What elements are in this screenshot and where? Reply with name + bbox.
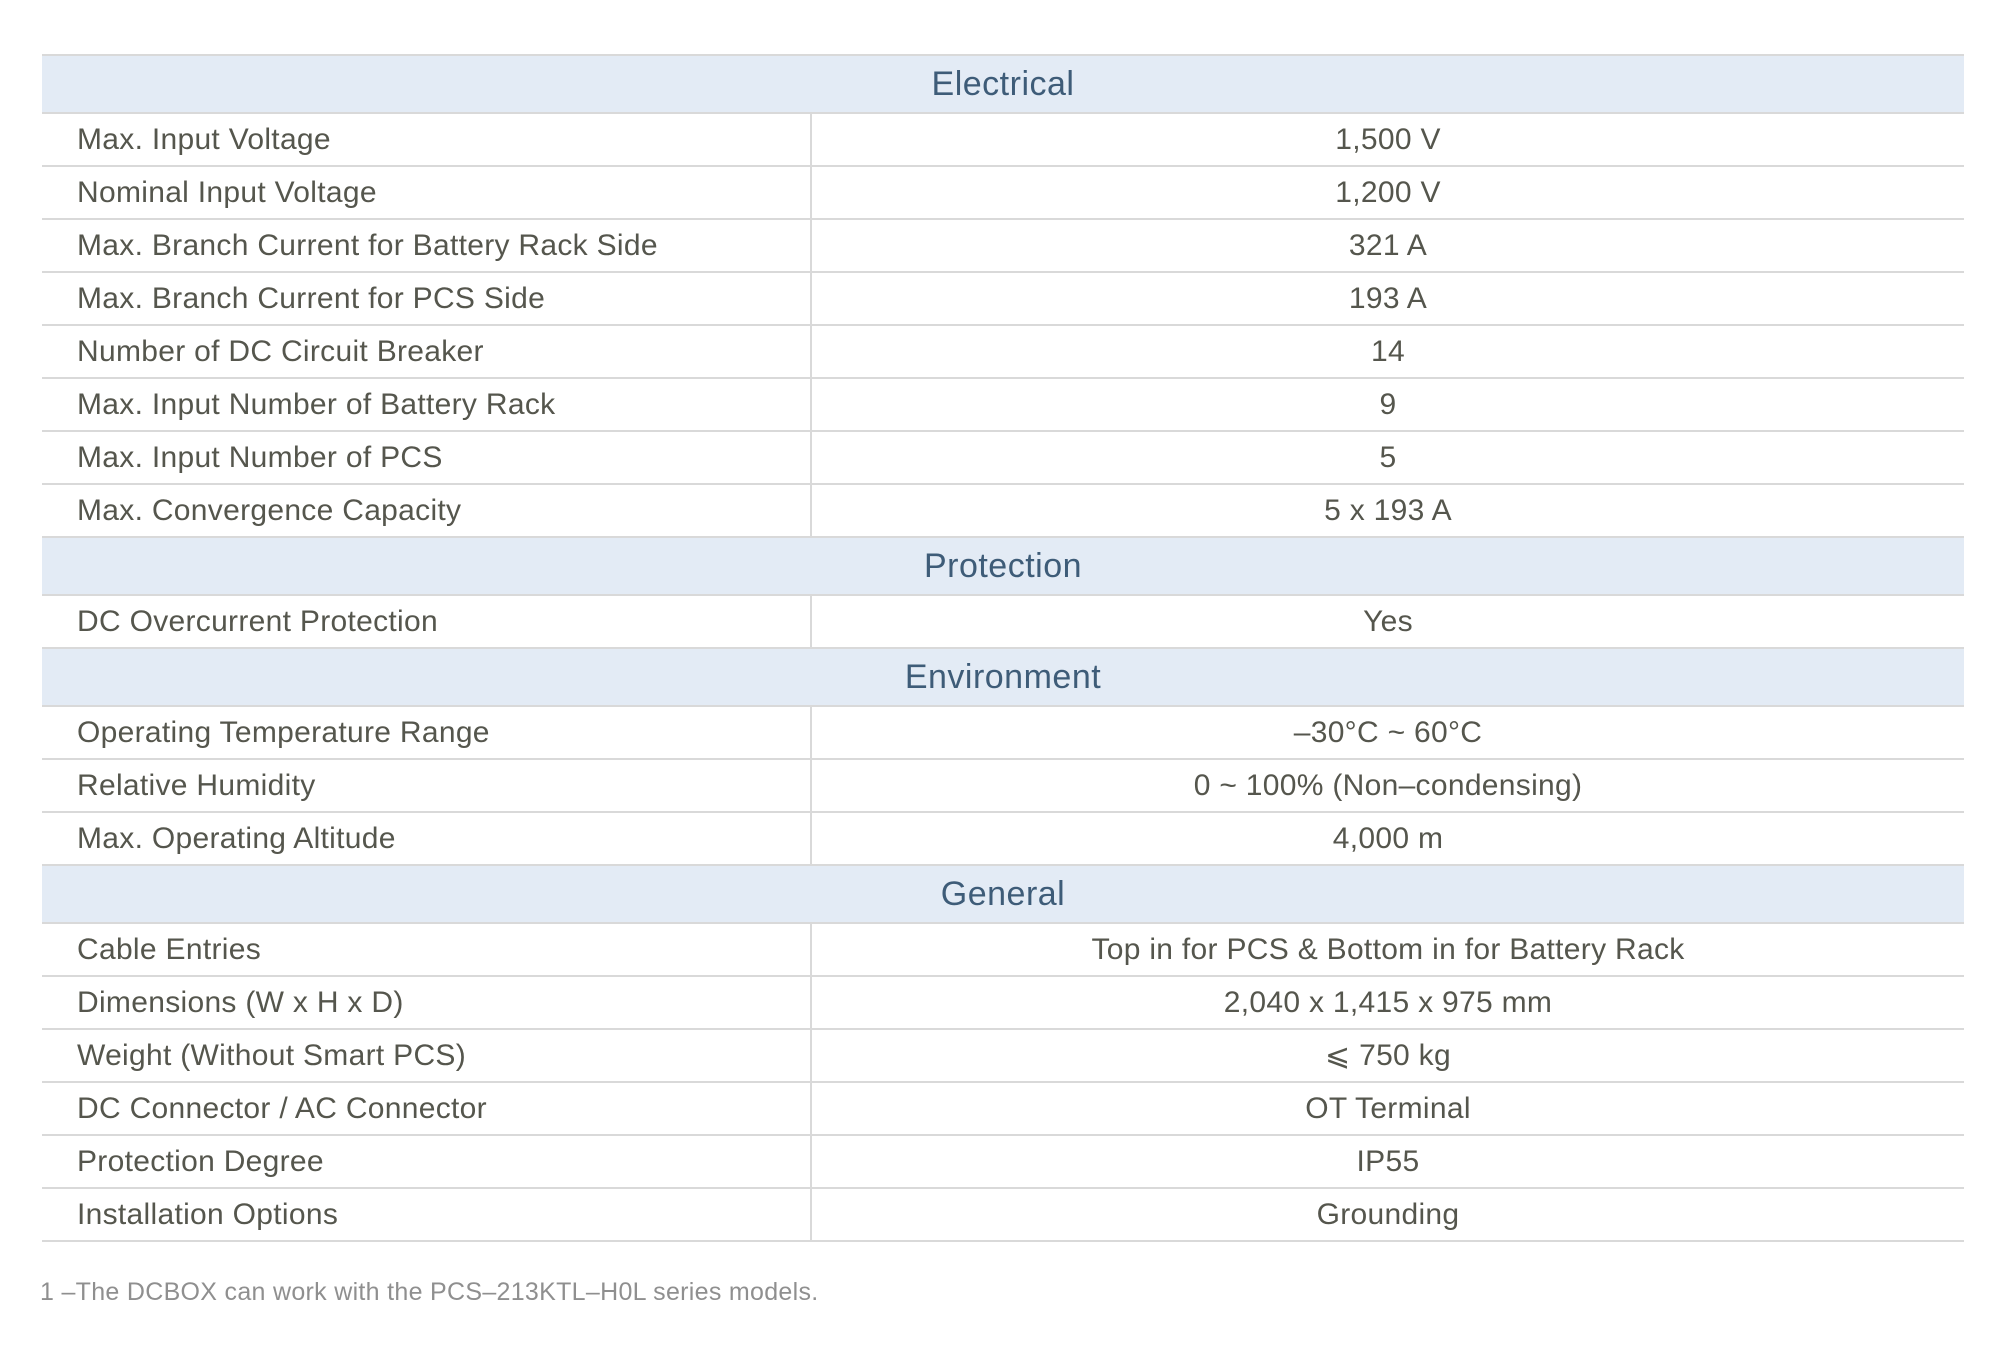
spec-label: Operating Temperature Range bbox=[42, 707, 812, 758]
table-row bbox=[42, 114, 1964, 167]
spec-label: Relative Humidity bbox=[42, 760, 812, 811]
table-row bbox=[42, 813, 1964, 866]
spec-value: OT Terminal bbox=[1305, 1091, 1471, 1125]
spec-label: Max. Input Voltage bbox=[42, 114, 812, 165]
spec-value: 4,000 m bbox=[1332, 821, 1444, 855]
spec-table bbox=[42, 54, 1964, 1242]
spec-value: 193 A bbox=[1348, 281, 1428, 315]
section-header-environment bbox=[42, 649, 1964, 707]
spec-value: 2,040 x 1,415 x 975 mm bbox=[1223, 985, 1553, 1019]
table-row bbox=[42, 1083, 1964, 1136]
section-title: General bbox=[940, 874, 1066, 913]
spec-value: –30°C ~ 60°C bbox=[1293, 715, 1483, 749]
spec-value: Top in for PCS & Bottom in for Battery Rack bbox=[1091, 932, 1685, 966]
table-row bbox=[42, 167, 1964, 220]
spec-value: 1,500 V bbox=[1335, 122, 1441, 156]
section-title: Environment bbox=[904, 657, 1102, 696]
section-header-electrical bbox=[42, 56, 1964, 114]
spec-value: 9 bbox=[1379, 387, 1397, 421]
table-row bbox=[42, 1189, 1964, 1242]
table-row bbox=[42, 760, 1964, 813]
table-row bbox=[42, 1136, 1964, 1189]
spec-value: 321 A bbox=[1348, 228, 1428, 262]
spec-label: Max. Input Number of PCS bbox=[42, 432, 812, 483]
section-title: Electrical bbox=[931, 64, 1075, 103]
section-title: Protection bbox=[923, 546, 1083, 585]
spec-value: Yes bbox=[1363, 604, 1413, 638]
spec-label: Max. Operating Altitude bbox=[42, 813, 812, 864]
spec-value: 5 x 193 A bbox=[1324, 493, 1452, 527]
table-row bbox=[42, 379, 1964, 432]
footnote: 1 –The DCBOX can work with the PCS–213KTL–H0L series models. bbox=[40, 1278, 819, 1306]
table-row bbox=[42, 273, 1964, 326]
spec-label: Max. Input Number of Battery Rack bbox=[42, 379, 812, 430]
table-row bbox=[42, 432, 1964, 485]
spec-label: Installation Options bbox=[42, 1189, 812, 1240]
spec-label: DC Overcurrent Protection bbox=[42, 596, 812, 647]
table-row bbox=[42, 326, 1964, 379]
table-row bbox=[42, 596, 1964, 649]
spec-value: 5 bbox=[1379, 440, 1397, 474]
spec-label: Number of DC Circuit Breaker bbox=[42, 326, 812, 377]
spec-value: 0 ~ 100% (Non–condensing) bbox=[1193, 768, 1583, 802]
section-header-general bbox=[42, 866, 1964, 924]
spec-label: Dimensions (W x H x D) bbox=[42, 977, 812, 1028]
table-row bbox=[42, 1030, 1964, 1083]
spec-label: Max. Branch Current for Battery Rack Side bbox=[42, 220, 812, 271]
spec-value: 1,200 V bbox=[1335, 175, 1441, 209]
spec-value: Grounding bbox=[1316, 1197, 1460, 1231]
section-header-protection bbox=[42, 538, 1964, 596]
spec-label: Cable Entries bbox=[42, 924, 812, 975]
table-row bbox=[42, 977, 1964, 1030]
spec-value: 14 bbox=[1371, 334, 1405, 368]
spec-label: Max. Convergence Capacity bbox=[42, 485, 812, 536]
spec-label: Protection Degree bbox=[42, 1136, 812, 1187]
spec-label: Nominal Input Voltage bbox=[42, 167, 812, 218]
spec-label: Max. Branch Current for PCS Side bbox=[42, 273, 812, 324]
spec-label: DC Connector / AC Connector bbox=[42, 1083, 812, 1134]
table-row bbox=[42, 220, 1964, 273]
table-row bbox=[42, 924, 1964, 977]
table-row bbox=[42, 707, 1964, 760]
spec-value: ⩽ 750 kg bbox=[1325, 1039, 1451, 1072]
spec-label: Weight (Without Smart PCS) bbox=[42, 1030, 812, 1081]
spec-value: IP55 bbox=[1356, 1144, 1420, 1178]
table-row bbox=[42, 485, 1964, 538]
